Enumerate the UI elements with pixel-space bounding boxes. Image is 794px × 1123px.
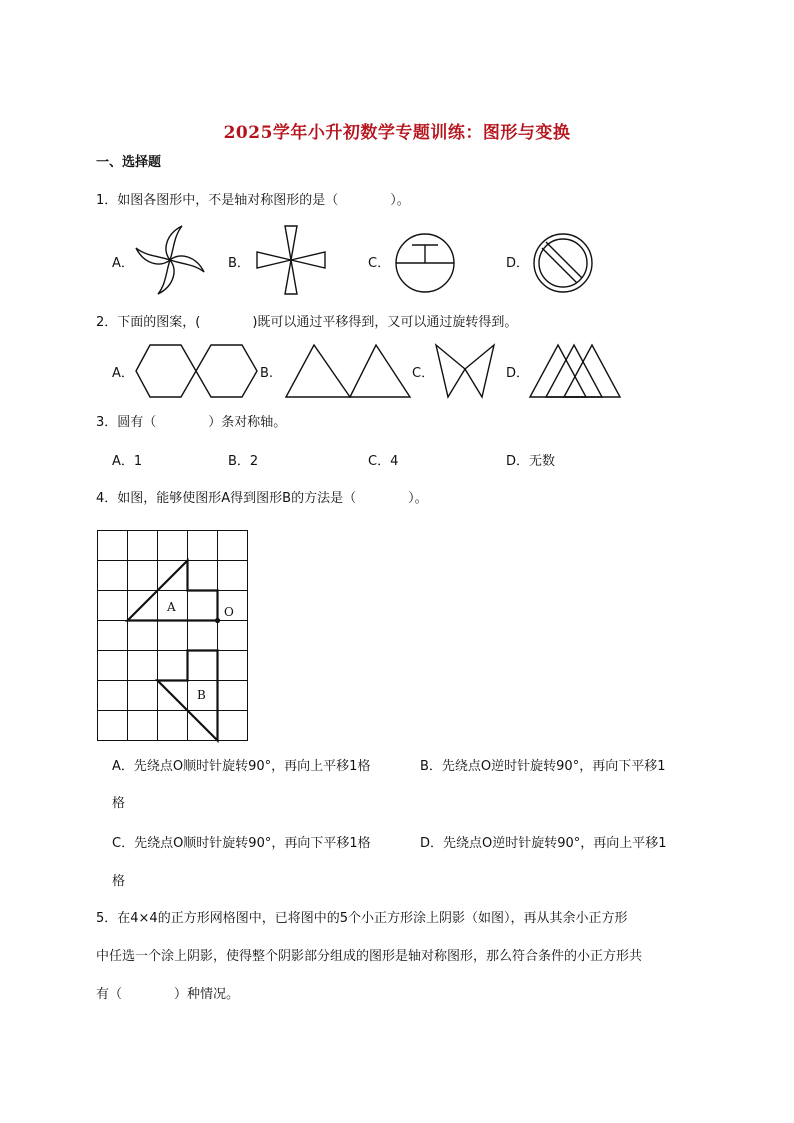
section-heading: 一、选择题	[96, 155, 162, 170]
q1-option-b-label: B．	[228, 256, 250, 271]
q1-option-d-label: D．	[506, 256, 530, 271]
page-title: 2025学年小升初数学专题训练：图形与变换	[223, 123, 571, 143]
q5-line-2: 中任选一个涂上阴影，使得整个阴影部分组成的图形是轴对称图形，那么符合条件的小正方形共	[96, 949, 643, 964]
q4-option-a: A．先绕点O顺时针旋转90°，再向上平移1格	[112, 759, 371, 774]
q4-point-o	[215, 618, 220, 623]
q2-stem: 2．下面的图案，( )既可以通过平移得到，又可以通过旋转得到。	[96, 315, 518, 330]
q4-label-o: O	[224, 605, 234, 619]
q2-option-c-label: C．	[412, 366, 435, 381]
q3-stem: 3．圆有（ ）条对称轴。	[96, 415, 287, 430]
q2-option-b-label: B.	[260, 366, 274, 381]
q2-option-d-label: D．	[506, 366, 530, 381]
q4-label-a: A	[167, 600, 176, 614]
q3-option-c: C．4	[368, 454, 399, 469]
q3-option-d: D．无数	[506, 454, 556, 469]
q1-circle-t-figure	[394, 232, 456, 294]
q1-pinwheel-figure	[135, 224, 205, 296]
q5-line-3: 有（ ）种情况。	[96, 987, 240, 1002]
q4-option-c: C．先绕点O顺时针旋转90°，再向下平移1格	[112, 836, 371, 851]
q1-circle-slash-figure	[532, 232, 594, 294]
q1-option-c-label: C．	[368, 256, 391, 271]
q4-option-b-wrap: 格	[112, 796, 126, 811]
q2-two-triangles-figure	[284, 343, 412, 399]
q1-bowtie-cross-figure	[255, 224, 327, 296]
q4-label-b: B	[197, 688, 206, 702]
q4-stem: 4．如图，能够使图形A得到图形B的方法是（ ）。	[96, 491, 428, 506]
q2-overlapping-triangles-figure	[528, 343, 624, 399]
q1-option-a-label: A．	[112, 256, 134, 271]
q5-line-1: 5．在4×4的正方形网格图中，已将图中的5个小正方形涂上阴影（如图），再从其余小正方形	[96, 911, 628, 926]
q3-option-a: A．1	[112, 454, 143, 469]
q1-stem: 1．如图各图形中，不是轴对称图形的是（ ）。	[96, 193, 410, 208]
q2-double-hexagon-figure	[134, 343, 260, 399]
q4-grid-figure	[97, 530, 249, 742]
q2-bowtie-figure	[434, 343, 496, 399]
q3-option-b: B．2	[228, 454, 259, 469]
q4-option-b: B．先绕点O逆时针旋转90°，再向下平移1	[420, 759, 666, 774]
q2-option-a-label: A．	[112, 366, 134, 381]
q4-option-d-wrap: 格	[112, 874, 126, 889]
q4-option-d: D．先绕点O逆时针旋转90°，再向上平移1	[420, 836, 667, 851]
